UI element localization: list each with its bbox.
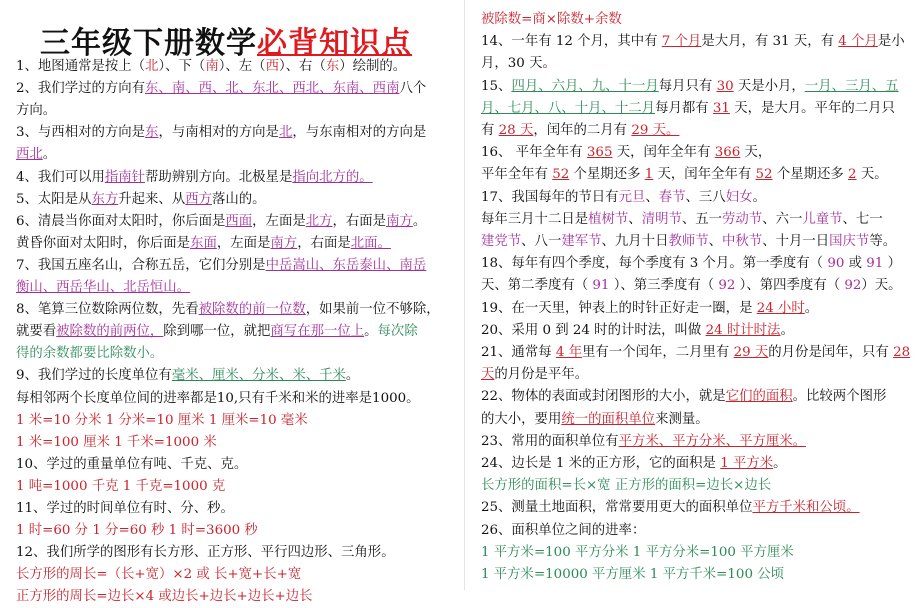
answer-text: 一月、三月、五 [804, 78, 899, 94]
line-segment: 天是小月， [733, 78, 805, 94]
column-divider [464, 0, 465, 590]
line-segment: 91 [592, 278, 610, 294]
line-segment: 正方形的周长=边长×4 或边长+边长+边长+边长 [16, 589, 313, 605]
line-segment: 10、学过的重量单位有吨、千克、克。 [16, 456, 248, 472]
line-segment: 8、笔算三位数除两位数，先看 [16, 302, 199, 318]
line-segment: 1 吨=1000 千克 1 千克=1000 克 [16, 478, 226, 494]
answer-text: 中岳嵩山、东岳泰山、南岳 [265, 257, 427, 273]
line-segment: 除到哪一位，就把 [163, 324, 271, 340]
answer-text: 北 [278, 125, 293, 141]
line-segment: 清明节 [641, 211, 682, 227]
answer-text: 南方 [386, 213, 413, 229]
line-segment: ，右面是 [332, 213, 387, 229]
right-text-line [481, 388, 886, 408]
line-segment: ，左面是 [216, 235, 271, 251]
line-segment: 、八一 [521, 234, 562, 249]
right-text-line [481, 411, 709, 431]
line-segment: 。 [804, 300, 819, 316]
line-segment: 。 [345, 368, 360, 384]
left-text-line [16, 124, 426, 144]
right-text-line [481, 366, 588, 386]
line-segment: 19、在一天里，钟表上的时针正好走一圈，是 [481, 300, 757, 316]
line-segment: 个星期还多 [569, 167, 645, 183]
line-segment: 每相邻两个长度单位间的进率都是10,只有千米和米的进率是1000。 [16, 390, 420, 406]
line-segment: 天，闰年全年有 [612, 145, 715, 161]
left-text-line [16, 478, 225, 498]
line-segment: 被除数=商×除数+余数 [481, 12, 622, 27]
line-segment: 长方形的周长=（长+宽）×2 或 长+宽+长+宽 [16, 567, 302, 583]
line-segment: 劳动节 [722, 211, 763, 227]
answer-text: 4 年 [555, 345, 583, 360]
answer-text: 4 个月 [838, 34, 878, 50]
line-segment: ，闰年的二月有 [533, 123, 632, 138]
line-segment: 的大小，要用 [481, 411, 562, 427]
right-text-line [481, 78, 899, 98]
answer-text: 365 [586, 145, 613, 161]
line-segment: 天、第二季度有（ [481, 278, 593, 294]
right-text-line [481, 122, 679, 142]
left-text-line [16, 235, 391, 255]
answer-text: 统一的面积单位 [561, 411, 656, 427]
right-text-line [481, 33, 905, 53]
line-segment: 东 [325, 59, 340, 74]
line-segment: 、三八 [685, 189, 726, 205]
answer-text: 31 [712, 100, 730, 116]
line-segment: ，左面是 [252, 213, 306, 229]
line-segment: 每月都有 [655, 100, 713, 116]
line-segment: 西 [265, 59, 279, 74]
line-segment: 落山的。 [212, 191, 266, 207]
left-text-line [16, 522, 258, 542]
left-text-line [16, 257, 426, 277]
right-text-line [481, 211, 883, 231]
line-segment: 黄昏你面对太阳时，你后面是 [16, 235, 191, 251]
line-segment: 。 [42, 147, 57, 163]
right-text-line [481, 522, 645, 542]
right-text-line [481, 233, 896, 253]
line-segment: 妇女 [725, 189, 753, 205]
line-segment: 是小 [877, 34, 905, 50]
answer-text: 29 天。 [631, 123, 680, 138]
line-segment: ，右面是 [297, 235, 351, 251]
line-segment: 、十月一日 [762, 234, 830, 249]
left-text-line [16, 544, 395, 564]
line-segment: 个星期还多 [772, 167, 849, 183]
answer-text: 平方米、平方分米、平方厘米。 [618, 433, 807, 449]
answer-text: 52 [755, 167, 773, 183]
line-segment: 1 米=100 厘米 1 千米=1000 米 [16, 434, 217, 450]
left-text-line [16, 434, 217, 454]
line-segment: 16、 平年全年有 [481, 145, 587, 161]
answer-text: 西方 [185, 191, 212, 207]
line-segment: 9、我们学过的长度单位有 [16, 368, 172, 384]
line-segment: 每次除 [377, 324, 418, 340]
line-segment: ，与东南相对的方向是 [292, 125, 427, 141]
line-segment: 等。 [869, 234, 897, 249]
left-text-line [16, 412, 308, 432]
line-segment: 11、学过的时间单位有时、分、秒。 [16, 501, 234, 516]
line-segment: 的月份是闰年，只有 [768, 345, 894, 360]
line-segment: ）、第四季度有（ [735, 278, 845, 294]
left-text-line [16, 367, 359, 387]
answer-text: 指向北方的。 [292, 169, 373, 185]
line-segment: 。 [773, 456, 787, 471]
left-text-line [16, 323, 418, 343]
right-text-line [481, 144, 771, 164]
answer-text: 28 [893, 345, 911, 360]
answer-text: 月、七月、八、十月、十二月 [481, 100, 656, 116]
answer-text: 天 [481, 367, 495, 383]
line-segment: 就要看 [16, 324, 57, 340]
line-segment: ）天。 [861, 278, 902, 294]
line-segment: 每年三月十二日是 [481, 211, 589, 227]
answer-text: 东面 [190, 235, 217, 251]
line-segment: 、 [645, 189, 659, 205]
answer-text: 被除数的前两位， [56, 324, 164, 340]
answer-text: 西面 [225, 213, 253, 229]
answer-text: 东方 [91, 191, 119, 207]
line-segment: 得的余数都要比除数小。 [16, 346, 164, 362]
line-segment: 1 平方米=100 平方分米 1 平方分米=100 平方厘米 [481, 544, 794, 560]
answer-text: 24 小时 [756, 300, 805, 316]
answer-text: 7 个月 [661, 34, 702, 50]
right-text-line [481, 255, 901, 275]
right-text-line [481, 322, 794, 342]
line-segment: ）绘制的。 [339, 59, 407, 74]
left-text-line [16, 500, 234, 520]
answer-text: 毫米、厘米、分米、米、千米 [171, 368, 346, 384]
right-text-line [481, 566, 784, 586]
line-segment: 来测量。 [655, 411, 709, 427]
answer-text: 东 [145, 125, 159, 141]
line-segment: 90 [827, 256, 845, 272]
line-segment: 20、采用 0 到 24 时的计时法，叫做 [481, 322, 706, 338]
line-segment: 天。 [856, 167, 888, 183]
line-segment: 八个 [399, 81, 427, 97]
line-segment: ）、下（ [158, 59, 206, 74]
line-segment: 21、通常每 [481, 345, 556, 360]
title-highlight: 必背知识点 [257, 26, 412, 61]
line-segment: ） [883, 256, 901, 272]
line-segment: 月，30 天。 [481, 56, 556, 72]
line-segment: 2、我们学过的方向有 [16, 81, 146, 97]
line-segment: 12、我们所学的图形有长方形、正方形、平行四边形、三角形。 [16, 545, 395, 561]
answer-text: 29 天 [733, 345, 769, 360]
left-text-line [16, 301, 440, 321]
answer-text: 衡山、西岳华山、北岳恒山。 [16, 280, 191, 295]
line-segment: 。 [364, 324, 378, 340]
answer-text: 1 [644, 167, 654, 183]
right-text-line [481, 455, 787, 475]
line-segment: ，与南相对的方向是 [158, 125, 279, 141]
answer-text: 东、南、西、北、东北、西北、东南、西南 [145, 81, 400, 97]
line-segment: 24、边长是 1 米的正方形，它的面积是 [481, 456, 721, 471]
title-main: 三年级下册数学 [40, 26, 257, 61]
line-segment: 、 [708, 234, 723, 249]
answer-text: 30 [716, 78, 734, 94]
answer-text: 1 平方米 [720, 456, 774, 471]
right-text-line [481, 277, 902, 297]
line-segment: 或 [844, 256, 867, 272]
left-text-line [16, 102, 56, 122]
line-segment: 建军节 [561, 234, 602, 249]
line-segment: 教师节 [668, 234, 709, 249]
left-text-line [16, 456, 247, 476]
line-segment: 天， [740, 145, 772, 161]
right-text-line [481, 544, 794, 564]
right-text-line [481, 477, 771, 497]
line-segment: 每月只有 [658, 78, 717, 94]
right-text-line [481, 300, 818, 320]
answer-text: 2 [848, 167, 857, 183]
line-segment: 升起来、从 [118, 191, 186, 207]
line-segment: 植树节 [588, 211, 629, 227]
line-segment: 1、地图通常是按上（ [16, 59, 146, 74]
answer-text: 它们的面积 [725, 389, 793, 405]
right-text-line [481, 189, 766, 209]
right-text-line [481, 11, 622, 31]
answer-text: 西北 [16, 147, 43, 163]
answer-text: 24 时计时法 [705, 322, 781, 338]
line-segment: 。 [752, 189, 766, 205]
right-text-line [481, 344, 910, 364]
line-segment: 儿童节 [802, 211, 843, 227]
line-segment: 中秋节 [722, 234, 763, 249]
line-segment: 平年全年有 [481, 167, 553, 183]
answer-text: 52 [552, 167, 570, 183]
line-segment: 17、我国每年的节日有 [481, 189, 619, 205]
line-segment: 天，是大月。平年的二月只 [729, 100, 895, 116]
line-segment: 26、面积单位之间的进率： [481, 522, 646, 538]
line-segment: 有 [481, 123, 499, 138]
line-segment: 18、每年有四个季度，每个季度有 3 个月。第一季度有（ [481, 256, 828, 272]
line-segment: 1 时=60 分 1 分=60 秒 1 时=3600 秒 [16, 523, 258, 539]
line-segment: 6、清晨当你面对太阳时，你后面是 [16, 213, 226, 229]
line-segment: ）、第三季度有（ [609, 278, 719, 294]
right-text-line [481, 166, 888, 186]
line-segment: 92 [718, 278, 736, 294]
left-text-line [16, 146, 56, 166]
right-text-line [481, 55, 556, 75]
line-segment: 92 [844, 278, 862, 294]
line-segment: 4、我们可以用 [16, 169, 105, 185]
line-segment: 里有一个闰年，二月里有 [582, 345, 734, 360]
line-segment: 国庆节 [829, 234, 870, 249]
line-segment: 建党节 [481, 234, 522, 249]
answer-text: 平方千米和公顷。 [752, 500, 860, 516]
line-segment: 、 [628, 211, 642, 227]
line-segment: 、六一 [762, 211, 803, 227]
line-segment: 的月份是平年。 [494, 367, 589, 383]
left-text-line [16, 169, 373, 189]
line-segment: ）、左（ [218, 59, 266, 74]
right-text-line [481, 100, 895, 120]
line-segment: 5、太阳是从 [16, 191, 92, 207]
left-text-line [16, 588, 313, 608]
answer-text: 北面。 [350, 235, 391, 251]
line-segment: 、七一 [842, 211, 883, 227]
answer-text: 四月、六月、九、十一月 [511, 78, 659, 94]
line-segment: 南 [205, 59, 219, 74]
left-text-line [16, 345, 163, 365]
line-segment: ）、右（ [278, 59, 326, 74]
line-segment: 。 [412, 213, 427, 229]
line-segment: 3、与西相对的方向是 [16, 125, 146, 141]
line-segment: 15、 [481, 78, 512, 94]
left-text-line [16, 213, 426, 233]
page-title [40, 18, 412, 62]
left-text-line [16, 390, 420, 410]
line-segment: ，如果前一位不够除， [305, 302, 440, 318]
line-segment: 25、测量土地面积，常常要用更大的面积单位 [481, 500, 753, 516]
line-segment: 91 [866, 256, 884, 272]
line-segment: 7、我国五座名山，合称五岳，它们分别是 [16, 257, 266, 273]
line-segment: 、九月十日 [601, 234, 669, 249]
line-segment: 方向。 [16, 103, 57, 119]
right-text-line [481, 499, 860, 519]
line-segment: 是大月，有 31 天，有 [701, 34, 839, 50]
answer-text: 28 天 [498, 123, 534, 138]
left-text-line [16, 58, 406, 78]
line-segment: 1 平方米=10000 平方厘米 1 平方千米=100 公顷 [481, 567, 784, 582]
answer-text: 被除数的前一位数 [198, 302, 306, 318]
answer-text: 商写在那一位上 [270, 324, 365, 340]
answer-text: 南方 [270, 235, 298, 251]
line-segment: 春节 [658, 189, 686, 205]
line-segment: 帮助辨别方向。北极星是 [145, 169, 293, 185]
left-text-line [16, 566, 301, 586]
right-text-line [481, 433, 806, 453]
line-segment: 1 米=10 分米 1 分米=10 厘米 1 厘米=10 毫米 [16, 412, 308, 428]
answer-text: 指南针 [104, 169, 146, 185]
line-segment: 22、物体的表面或封闭图形的大小，就是 [481, 389, 726, 405]
answer-text: 北方 [305, 213, 333, 229]
line-segment: 。比较两个图形 [792, 389, 887, 405]
line-segment: 北 [145, 59, 159, 74]
line-segment: 。 [780, 322, 794, 338]
left-text-line [16, 279, 190, 299]
left-text-line [16, 80, 426, 100]
line-segment: 23、常用的面积单位有 [481, 433, 619, 449]
line-segment: 元旦 [618, 189, 646, 205]
line-segment: 、五一 [681, 211, 723, 227]
line-segment: 14、一年有 12 个月，其中有 [481, 34, 662, 50]
line-segment: 长方形的面积=长×宽 正方形的面积=边长×边长 [481, 478, 772, 494]
line-segment: 天，闰年全年有 [653, 167, 756, 183]
answer-text: 366 [714, 145, 741, 161]
left-text-line [16, 191, 266, 211]
